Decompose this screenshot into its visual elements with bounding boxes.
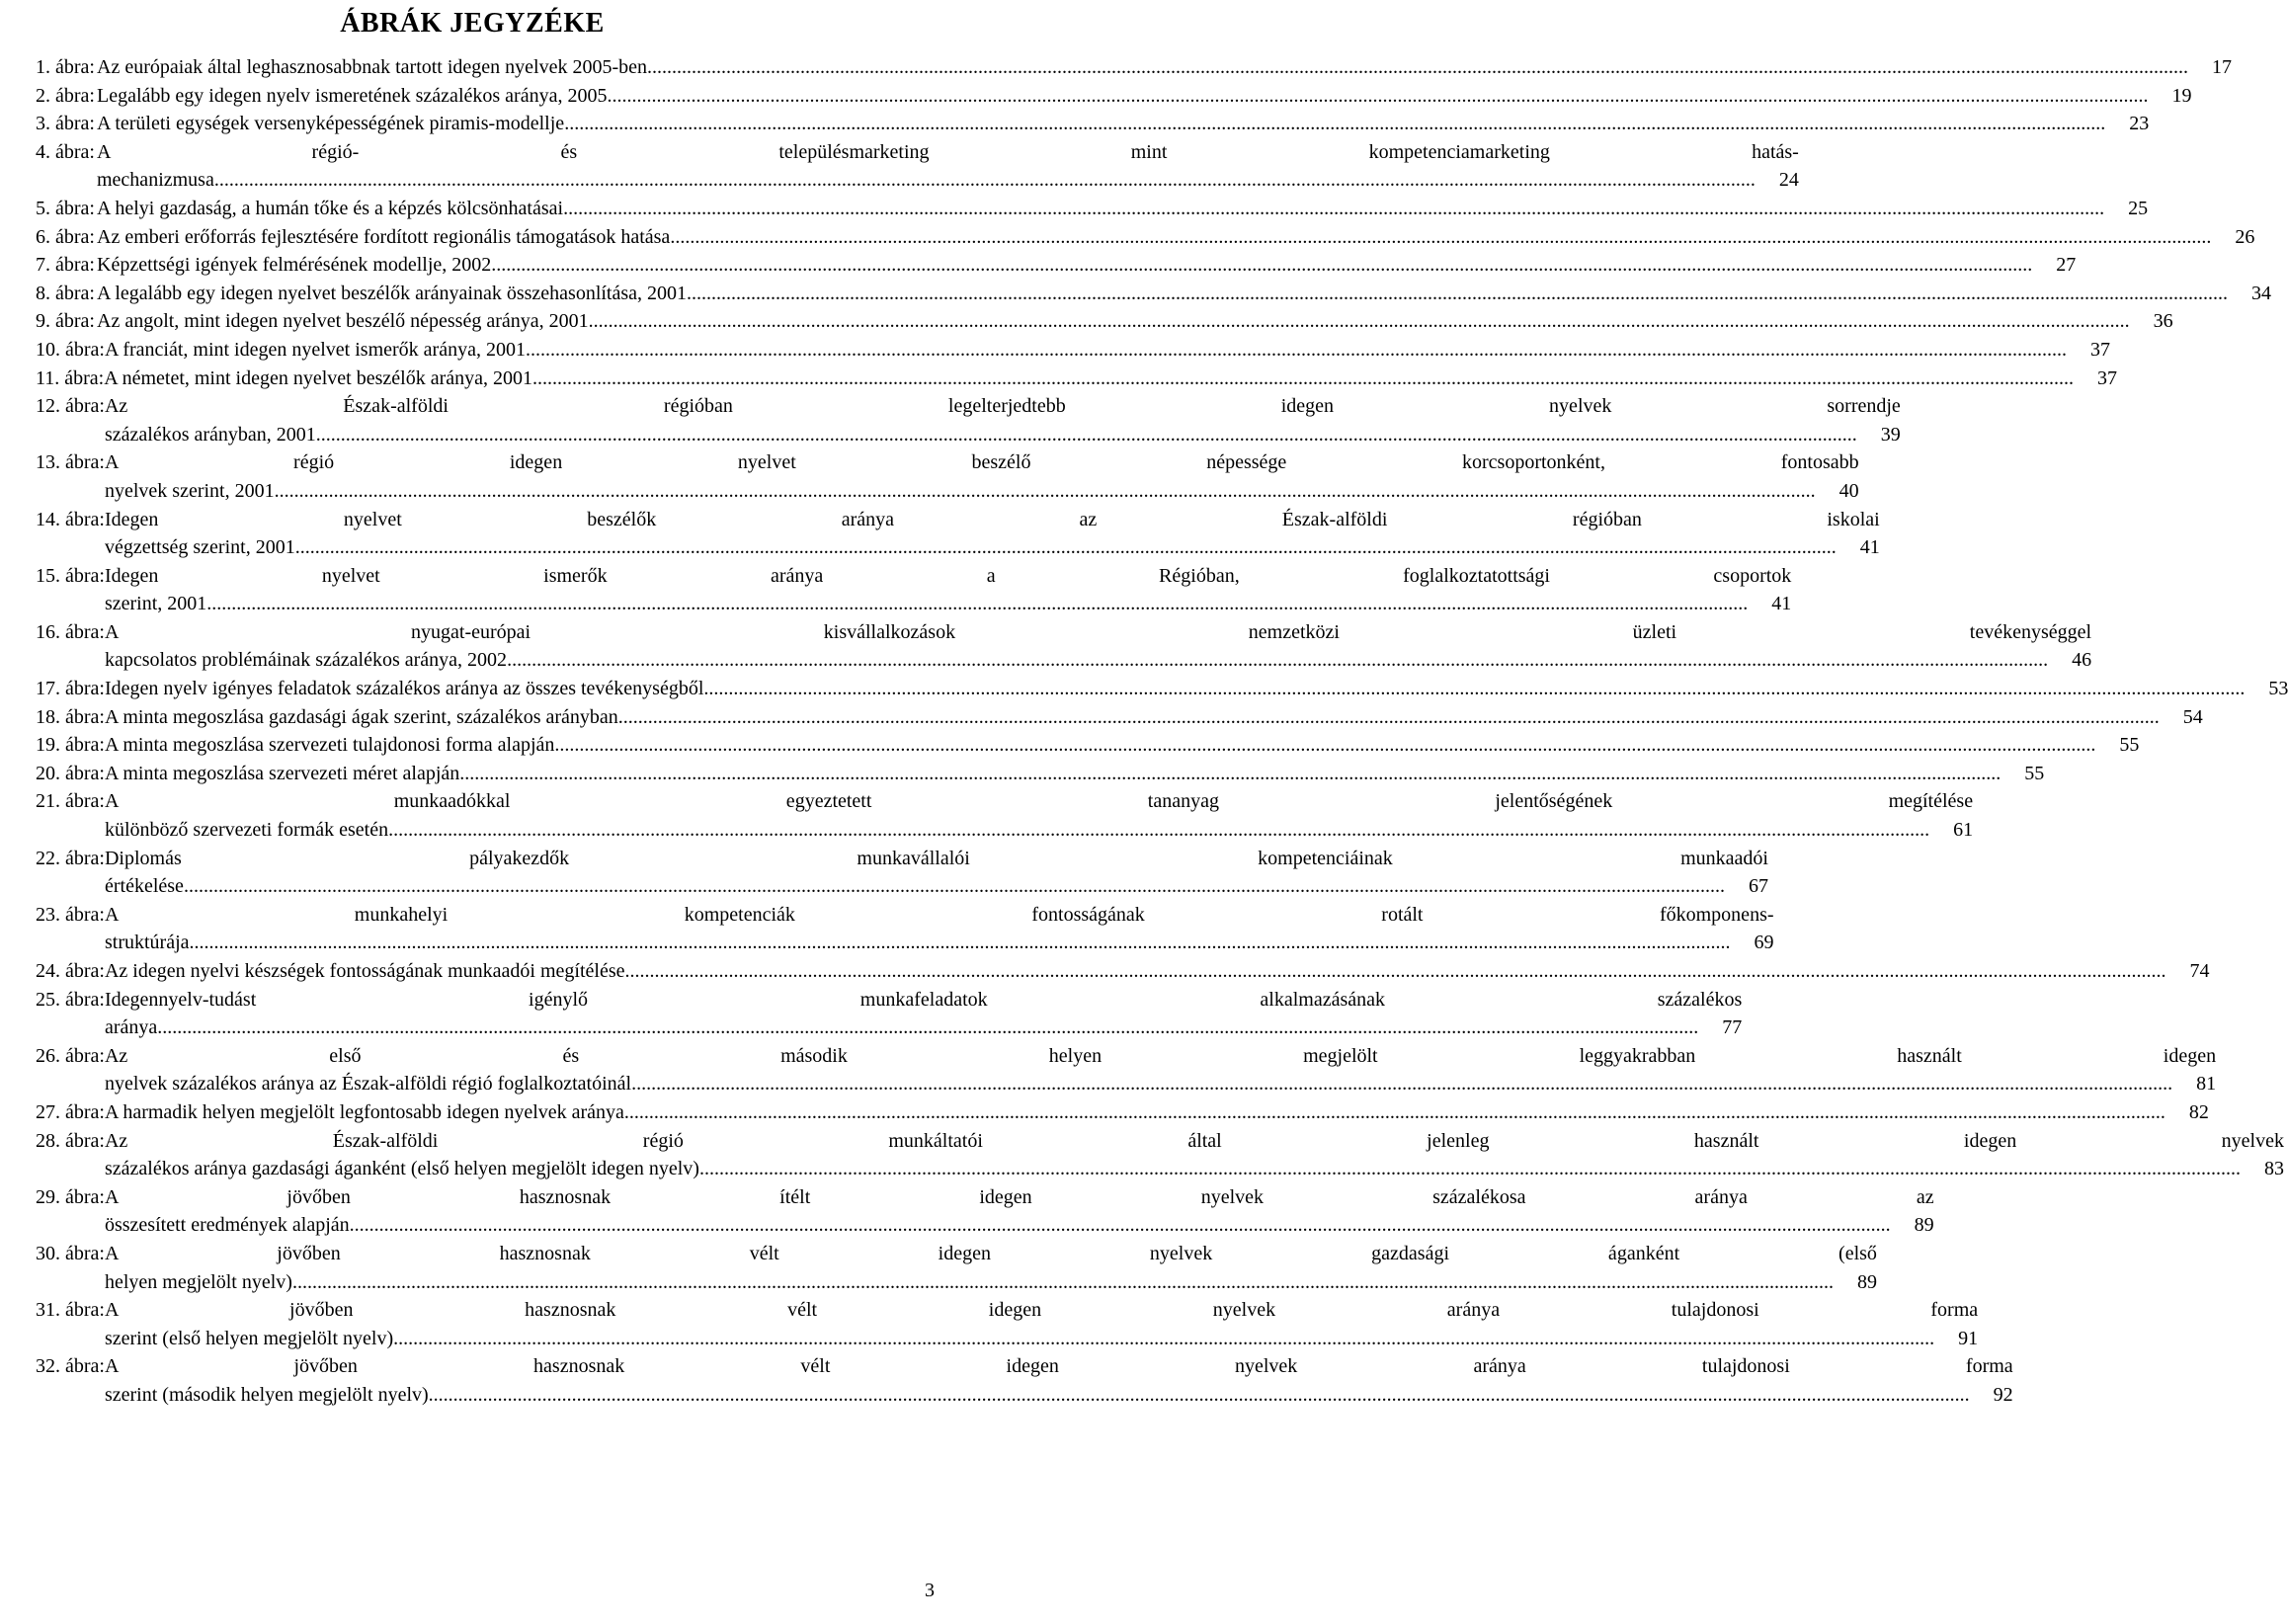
- dot-leader: [526, 336, 2067, 365]
- caption-text: A régió idegen nyelvet beszélő népessége korcsoportonként, fontosabb: [104, 451, 1859, 474]
- caption-line: [105, 1352, 2013, 1381]
- caption-line: [105, 1325, 1978, 1353]
- caption-line: [105, 1296, 1978, 1325]
- caption-line: [105, 1155, 2284, 1183]
- caption-line: [105, 957, 2210, 986]
- figure-label: 29. ábra:: [36, 1185, 105, 1208]
- toc-entry[interactable]: [36, 1098, 2209, 1127]
- caption-text: Képzettségi igények felmérésének modellje, 2002: [97, 254, 492, 277]
- figure-label: 20. ábra:: [36, 762, 105, 784]
- caption-text: A jövőben hasznosnak vélt idegen nyelvek gazdasági áganként (első: [104, 1242, 1877, 1264]
- figure-label: 14. ábra:: [36, 508, 105, 530]
- dot-leader: [157, 1014, 1698, 1042]
- toc-entry[interactable]: [36, 703, 2203, 732]
- caption-text: helyen megjelölt nyelv): [104, 1270, 292, 1293]
- caption-text: A legalább egy idegen nyelvet beszélők arányainak összehasonlítása, 2001: [97, 282, 688, 304]
- figure-label: 24. ábra:: [36, 960, 105, 982]
- dot-leader: [393, 1325, 1934, 1353]
- figure-page-number: 24: [1778, 169, 1799, 192]
- caption-text: A munkahelyi kompetenciák fontosságának rotált főkomponens-: [104, 903, 1774, 926]
- figure-label: 27. ábra:: [36, 1100, 105, 1123]
- caption-line: [97, 110, 2149, 138]
- dot-leader: [589, 307, 2130, 336]
- figure-caption: [105, 448, 1859, 505]
- caption-text: A helyi gazdaság, a humán tőke és a képzés kölcsönhatásai: [97, 197, 564, 219]
- caption-line: [105, 787, 1973, 816]
- dot-leader: [618, 703, 2160, 732]
- figure-page-number: 36: [2153, 310, 2173, 333]
- figure-page-number: 37: [2096, 366, 2117, 389]
- caption-line: [105, 816, 1973, 845]
- figure-label: 3. ábra:: [36, 113, 95, 135]
- figure-label: 8. ábra:: [36, 282, 95, 304]
- dot-leader: [670, 223, 2211, 252]
- figure-label: 12. ábra:: [36, 395, 105, 418]
- figure-page-number: 37: [2089, 338, 2110, 361]
- caption-line: [105, 1268, 1877, 1297]
- dot-leader: [292, 1268, 1834, 1297]
- toc-entry[interactable]: [36, 618, 2092, 675]
- toc-entry[interactable]: [36, 986, 1743, 1042]
- toc-entry[interactable]: [36, 448, 1859, 505]
- toc-entry[interactable]: [36, 110, 2150, 138]
- figure-label: 30. ábra:: [36, 1242, 105, 1264]
- caption-text: értékelése: [104, 875, 184, 898]
- caption-line: [105, 929, 1774, 957]
- figure-page-number: 40: [1839, 479, 1859, 502]
- caption-line: [105, 1070, 2216, 1098]
- caption-line: [104, 365, 2117, 393]
- caption-text: Idegen nyelvet ismerők aránya a Régióban, foglalkoztatottsági csoportok: [104, 564, 1792, 587]
- caption-line: [105, 1183, 1934, 1212]
- document-page: [36, 0, 2288, 1410]
- caption-line: [105, 533, 1880, 562]
- dot-leader: [554, 731, 2095, 760]
- caption-text: kapcsolatos problémáinak százalékos aránya, 2002: [104, 649, 508, 672]
- dot-leader: [190, 929, 1731, 957]
- figure-page-number: 91: [1958, 1327, 1979, 1349]
- figure-caption: [97, 251, 2076, 280]
- toc-entry[interactable]: [36, 901, 1774, 957]
- toc-entry[interactable]: [36, 787, 1974, 844]
- caption-text: Az európaiak által leghasznosabbnak tartott idegen nyelvek 2005-ben: [97, 56, 648, 78]
- caption-text: Az Észak-alföldi régióban legelterjedtebb idegen nyelvek sorrendje: [104, 395, 1901, 418]
- dot-leader: [699, 1155, 2241, 1183]
- caption-line: [105, 760, 2044, 788]
- caption-line: [105, 1042, 2216, 1071]
- caption-line: [105, 506, 1880, 534]
- dot-leader: [459, 760, 2001, 788]
- caption-line: [105, 675, 2288, 703]
- caption-text: végzettség szerint, 2001: [104, 536, 295, 559]
- figure-label: 31. ábra:: [36, 1299, 105, 1322]
- figure-caption: [105, 1296, 1978, 1352]
- figure-label: 18. ábra:: [36, 705, 105, 728]
- toc-entry[interactable]: [36, 1240, 1877, 1296]
- caption-text: aránya: [104, 1016, 158, 1039]
- caption-text: szerint (első helyen megjelölt nyelv): [104, 1327, 394, 1349]
- toc-entry[interactable]: [36, 392, 1901, 448]
- caption-line: [105, 986, 1742, 1015]
- caption-line: [105, 618, 2091, 647]
- toc-entry[interactable]: [36, 53, 2233, 82]
- figure-caption: [105, 703, 2203, 732]
- figure-label: 26. ábra:: [36, 1044, 105, 1067]
- figure-caption: [105, 787, 1973, 844]
- figure-caption: [97, 195, 2148, 223]
- caption-line: [97, 53, 2232, 82]
- figure-label: 13. ábra:: [36, 451, 105, 474]
- caption-line: [105, 590, 1791, 618]
- toc-entry[interactable]: [36, 957, 2210, 986]
- toc-entry[interactable]: [36, 307, 2173, 336]
- figure-caption: [105, 845, 1768, 901]
- caption-line: [105, 901, 1774, 930]
- figure-caption: [105, 1240, 1877, 1296]
- dot-leader: [687, 280, 2228, 308]
- toc-entry[interactable]: [36, 1296, 1979, 1352]
- caption-text: A jövőben hasznosnak vélt idegen nyelvek aránya tulajdonosi forma: [104, 1299, 1979, 1322]
- figure-page-number: 53: [2268, 678, 2288, 700]
- caption-line: [105, 448, 1859, 477]
- figure-label: 1. ábra:: [36, 56, 95, 78]
- figure-label: 17. ábra:: [36, 678, 105, 700]
- caption-text: Az emberi erőforrás fejlesztésére fordított regionális támogatások hatása: [97, 225, 671, 248]
- caption-text: A nyugat-európai kisvállalkozások nemzetközi üzleti tevékenységgel: [104, 620, 2092, 643]
- dot-leader: [295, 533, 1837, 562]
- caption-line: [97, 280, 2271, 308]
- caption-line: [97, 166, 1799, 195]
- caption-text: Az Észak-alföldi régió munkáltatói által jelenleg használt idegen nyelvek: [104, 1129, 2284, 1152]
- figure-caption: [105, 336, 2110, 365]
- caption-text: Diplomás pályakezdők munkavállalói kompetenciáinak munkaadói: [104, 847, 1768, 869]
- toc-entry[interactable]: [36, 280, 2272, 308]
- figure-caption: [105, 1183, 1934, 1240]
- page-number: 3: [925, 1580, 935, 1601]
- figure-caption: [105, 760, 2044, 788]
- toc-entry[interactable]: [36, 675, 2288, 703]
- dot-leader: [624, 957, 2165, 986]
- caption-line: [97, 82, 2191, 111]
- figure-caption: [105, 957, 2210, 986]
- figure-label: 23. ábra:: [36, 903, 105, 926]
- figure-page-number: 46: [2072, 649, 2092, 672]
- figure-label: 16. ábra:: [36, 620, 105, 643]
- figure-page-number: 26: [2235, 225, 2255, 248]
- dot-leader: [703, 675, 2245, 703]
- figure-caption: [97, 280, 2271, 308]
- toc-entry[interactable]: [36, 1352, 2013, 1409]
- figure-page-number: 55: [2119, 734, 2140, 757]
- toc-entry[interactable]: [36, 138, 1799, 195]
- figure-caption: [97, 138, 1799, 195]
- figure-caption: [104, 365, 2117, 393]
- figure-page-number: 19: [2171, 84, 2192, 107]
- figure-label: 21. ábra:: [36, 790, 105, 813]
- figure-page-number: 41: [1771, 593, 1792, 615]
- figure-label: 10. ábra:: [36, 338, 105, 361]
- caption-text: Az első és második helyen megjelölt leggyakrabban használt idegen: [104, 1044, 2217, 1067]
- toc-entry[interactable]: [36, 82, 2192, 111]
- figure-page-number: 89: [1856, 1270, 1877, 1293]
- caption-line: [105, 872, 1768, 901]
- caption-line: [105, 1381, 2013, 1410]
- caption-text: különböző szervezeti formák esetén: [104, 819, 389, 842]
- caption-line: [105, 421, 1901, 449]
- figure-list: [36, 53, 2288, 1410]
- dot-leader: [491, 251, 2032, 280]
- caption-line: [105, 646, 2091, 675]
- toc-entry[interactable]: [36, 1183, 1934, 1240]
- caption-text: A minta megoszlása szervezeti tulajdonosi forma alapján: [104, 734, 555, 757]
- caption-text: A harmadik helyen megjelölt legfontosabb idegen nyelvek aránya: [104, 1100, 624, 1123]
- page-title: ÁBRÁK JEGYZÉKE: [340, 8, 605, 39]
- figure-caption: [105, 986, 1742, 1042]
- figure-label: 25. ábra:: [36, 988, 105, 1011]
- toc-entry[interactable]: [36, 731, 2140, 760]
- caption-text: Idegen nyelv igényes feladatok százalékos aránya az összes tevékenységből: [104, 678, 704, 700]
- caption-text: A jövőben hasznosnak ítélt idegen nyelvek százalékosa aránya az: [104, 1185, 1934, 1208]
- figure-caption: [105, 618, 2091, 675]
- dot-leader: [429, 1381, 1970, 1410]
- caption-line: [97, 307, 2173, 336]
- caption-text: A területi egységek versenyképességének piramis-modellje: [97, 113, 565, 135]
- caption-line: [97, 138, 1799, 167]
- figure-caption: [105, 1042, 2216, 1098]
- toc-entry[interactable]: [36, 1127, 2284, 1183]
- caption-line: [105, 1014, 1742, 1042]
- figure-page-number: 17: [2212, 56, 2233, 78]
- dot-leader: [275, 477, 1816, 506]
- dot-leader: [184, 872, 1725, 901]
- toc-entry[interactable]: [36, 506, 1880, 562]
- caption-text: százalékos arányban, 2001: [104, 423, 316, 446]
- figure-caption: [105, 1352, 2013, 1409]
- caption-line: [105, 562, 1791, 591]
- caption-line: [97, 195, 2148, 223]
- figure-page-number: 92: [1993, 1383, 2013, 1406]
- figure-page-number: 89: [1914, 1214, 1934, 1237]
- figure-label: 9. ábra:: [36, 310, 95, 333]
- figure-caption: [105, 562, 1791, 618]
- dot-leader: [206, 590, 1748, 618]
- dot-leader: [532, 365, 2074, 393]
- figure-page-number: 61: [1953, 819, 1974, 842]
- caption-line: [105, 1211, 1934, 1240]
- figure-label: 19. ábra:: [36, 734, 105, 757]
- caption-line: [105, 1240, 1877, 1268]
- figure-label: 22. ábra:: [36, 847, 105, 869]
- toc-entry[interactable]: [36, 195, 2149, 223]
- dot-leader: [607, 82, 2148, 111]
- dot-leader: [624, 1098, 2165, 1127]
- caption-text: nyelvek szerint, 2001: [104, 479, 275, 502]
- caption-line: [105, 845, 1768, 873]
- caption-text: struktúrája: [104, 932, 190, 954]
- figure-page-number: 83: [2263, 1158, 2284, 1180]
- caption-text: A minta megoszlása szervezeti méret alapján: [104, 762, 460, 784]
- toc-entry[interactable]: [36, 562, 1792, 618]
- caption-text: A régió- és településmarketing mint kompetenciamarketing hatás-: [97, 140, 1799, 163]
- figure-caption: [105, 506, 1880, 562]
- caption-line: [105, 392, 1901, 421]
- figure-caption: [97, 53, 2232, 82]
- toc-entry[interactable]: [36, 251, 2077, 280]
- caption-text: Idegen nyelvet beszélők aránya az Észak-alföldi régióban iskolai: [104, 508, 1880, 530]
- caption-text: összesített eredmények alapján: [104, 1214, 350, 1237]
- toc-entry[interactable]: [36, 1042, 2217, 1098]
- figure-caption: [105, 731, 2139, 760]
- dot-leader: [214, 166, 1756, 195]
- figure-label: 15. ábra:: [36, 564, 105, 587]
- figure-page-number: 55: [2024, 762, 2045, 784]
- figure-caption: [105, 392, 1901, 448]
- caption-text: nyelvek százalékos aránya az Észak-alföldi régió foglalkoztatóinál: [104, 1073, 632, 1096]
- caption-line: [105, 1098, 2209, 1127]
- figure-page-number: 54: [2182, 705, 2203, 728]
- caption-line: [97, 251, 2076, 280]
- dot-leader: [507, 646, 2048, 675]
- toc-entry[interactable]: [36, 336, 2110, 365]
- figure-page-number: 34: [2251, 282, 2272, 304]
- figure-page-number: 41: [1859, 536, 1880, 559]
- figure-page-number: 81: [2196, 1073, 2217, 1096]
- figure-page-number: 25: [2128, 197, 2149, 219]
- caption-text: százalékos aránya gazdasági áganként (első helyen megjelölt idegen nyelv): [104, 1158, 699, 1180]
- figure-caption: [105, 1098, 2209, 1127]
- figure-label: 11. ábra:: [36, 366, 105, 389]
- toc-entry[interactable]: [36, 845, 1768, 901]
- figure-label: 2. ábra:: [36, 84, 95, 107]
- figure-label: 28. ábra:: [36, 1129, 105, 1152]
- caption-text: Legalább egy idegen nyelv ismeretének százalékos aránya, 2005: [97, 84, 608, 107]
- figure-label: 7. ábra:: [36, 254, 95, 277]
- figure-caption: [105, 675, 2288, 703]
- figure-caption: [97, 110, 2149, 138]
- dot-leader: [350, 1211, 1891, 1240]
- figure-page-number: 82: [2188, 1100, 2209, 1123]
- caption-text: Az angolt, mint idegen nyelvet beszélő népesség aránya, 2001: [97, 310, 589, 333]
- caption-text: Az idegen nyelvi készségek fontosságának munkaadói megítélése: [104, 960, 625, 982]
- caption-text: mechanizmusa: [97, 169, 214, 192]
- caption-text: A munkaadókkal egyeztetett tananyag jelentőségének megítélése: [104, 790, 1974, 813]
- figure-page-number: 74: [2189, 960, 2210, 982]
- toc-entry[interactable]: [36, 760, 2045, 788]
- figure-caption: [105, 901, 1774, 957]
- caption-text: A franciát, mint idegen nyelvet ismerők aránya, 2001: [104, 338, 526, 361]
- figure-page-number: 67: [1748, 875, 1768, 898]
- dot-leader: [647, 53, 2188, 82]
- toc-entry[interactable]: [36, 223, 2255, 252]
- caption-text: A minta megoszlása gazdasági ágak szerint, százalékos arányban: [104, 705, 618, 728]
- figure-page-number: 27: [2056, 254, 2077, 277]
- toc-entry[interactable]: [36, 365, 2117, 393]
- figure-label: 4. ábra:: [36, 140, 95, 163]
- caption-line: [105, 336, 2110, 365]
- figure-caption: [105, 1127, 2284, 1183]
- figure-page-number: 77: [1722, 1016, 1743, 1039]
- figure-caption: [97, 307, 2173, 336]
- dot-leader: [563, 195, 2104, 223]
- caption-text: A németet, mint idegen nyelvet beszélők aránya, 2001: [104, 366, 532, 389]
- caption-line: [105, 703, 2203, 732]
- figure-label: 32. ábra:: [36, 1355, 105, 1378]
- caption-text: szerint, 2001: [104, 593, 207, 615]
- caption-text: Idegennyelv-tudást igénylő munkafeladatok alkalmazásának százalékos: [104, 988, 1743, 1011]
- dot-leader: [388, 816, 1929, 845]
- figure-page-number: 69: [1754, 932, 1774, 954]
- figure-caption: [97, 223, 2254, 252]
- caption-text: A jövőben hasznosnak vélt idegen nyelvek aránya tulajdonosi forma: [104, 1355, 2013, 1378]
- figure-caption: [97, 82, 2191, 111]
- caption-text: szerint (második helyen megjelölt nyelv): [104, 1383, 429, 1406]
- figure-label: 6. ábra:: [36, 225, 95, 248]
- caption-line: [105, 477, 1859, 506]
- figure-page-number: 23: [2129, 113, 2150, 135]
- caption-line: [97, 223, 2254, 252]
- dot-leader: [631, 1070, 2172, 1098]
- dot-leader: [564, 110, 2105, 138]
- dot-leader: [316, 421, 1857, 449]
- caption-line: [105, 731, 2139, 760]
- figure-page-number: 39: [1880, 423, 1901, 446]
- figure-label: 5. ábra:: [36, 197, 95, 219]
- caption-line: [105, 1127, 2284, 1156]
